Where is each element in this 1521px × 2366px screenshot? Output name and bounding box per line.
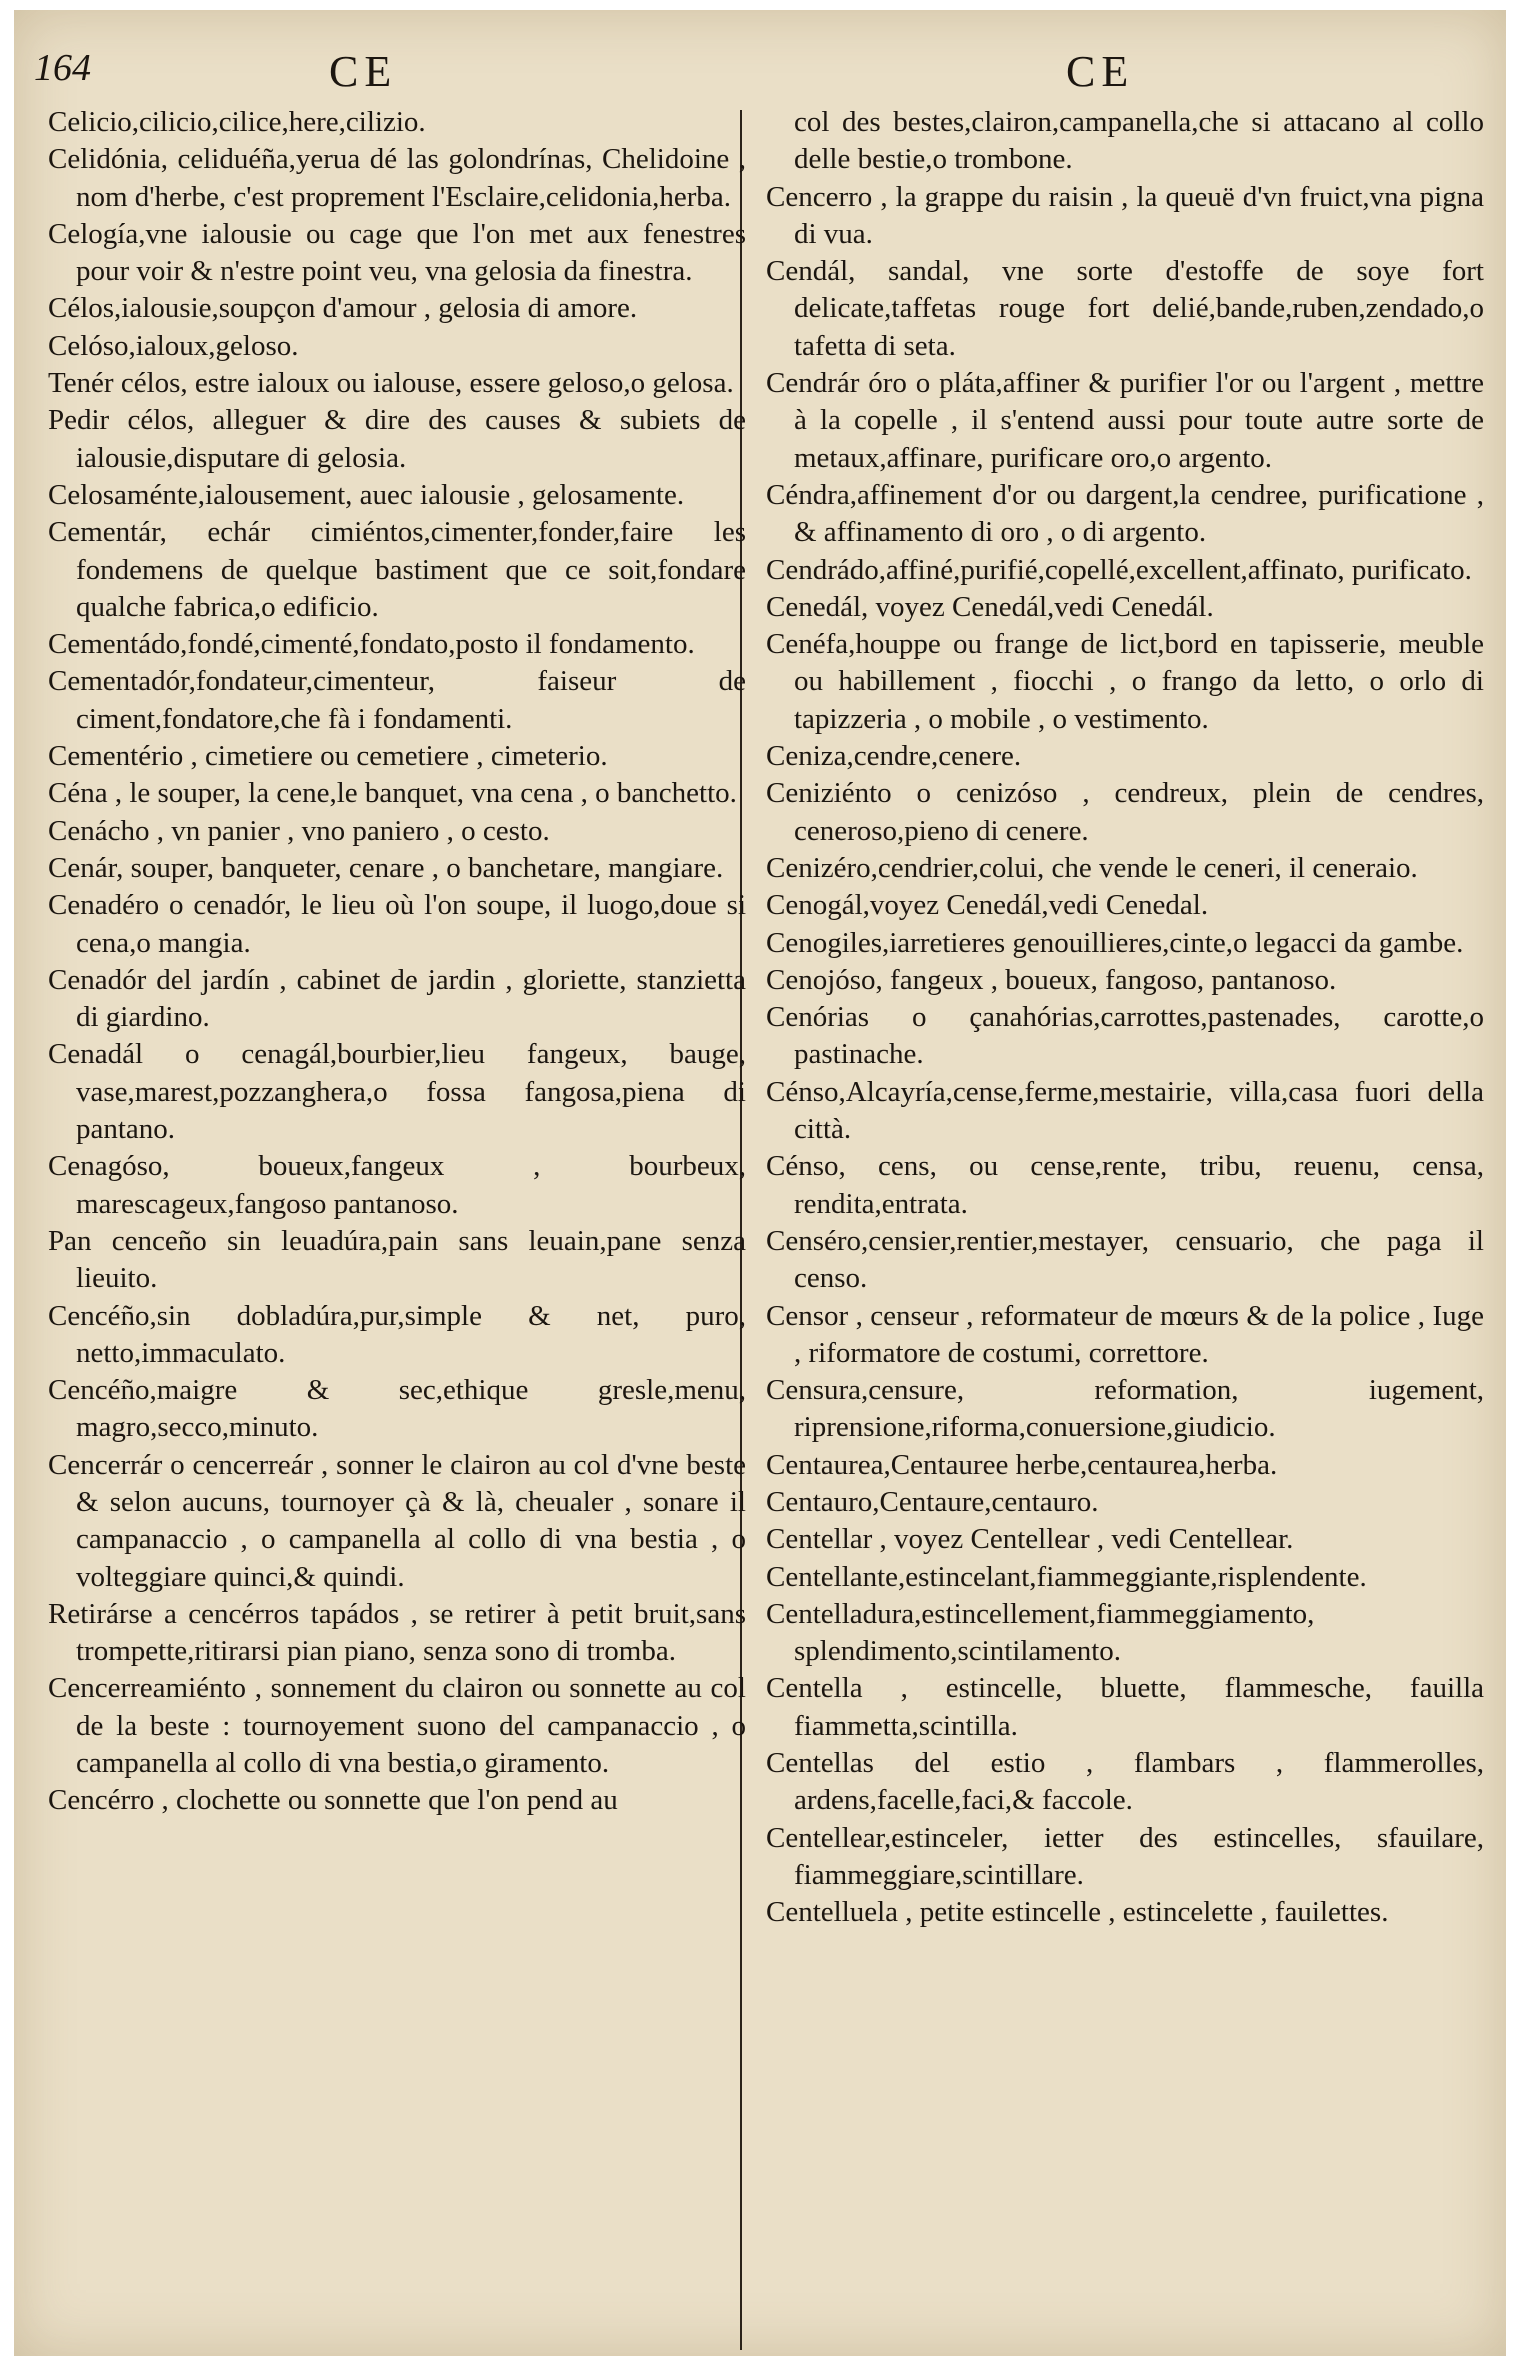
- entry-cencerro-1: Cencérro , clochette ou sonnette que l'on pend au: [48, 1784, 618, 1817]
- entry-cendrado: Cendrádo,affiné,purifié,copellé,excellent,affinato, purificato.: [766, 553, 1472, 586]
- entry-cementador: Cementadór,fondateur,cimenteur, faiseur de ciment,fondatore,che fà i fondamenti.: [48, 665, 746, 735]
- entry-cenceno-1: Cencéño,sin dobladúra,pur,simple & net, puro, netto,immaculato.: [48, 1299, 746, 1369]
- entry-centauro: Centauro,Centaure,centauro.: [766, 1485, 1099, 1518]
- running-head-left: CE: [329, 47, 398, 96]
- entry-cenefa: Cenéfa,houppe ou frange de lict,bord en tapisserie, meuble ou habillement , fiocchi , o frango da letto, o orlo di tapizzeria , o mobile , o vestimento.: [766, 628, 1484, 735]
- dictionary-page: [14, 10, 1506, 2356]
- entry-censo-cens: Cénso, cens, ou cense,rente, tribu, reuenu, censa, rendita,entrata.: [766, 1150, 1484, 1220]
- entry-cenadero: Cenadéro o cenadór, le lieu où l'on soupe, il luogo,doue si cena,o mangia.: [48, 889, 746, 959]
- entry-ceniza: Ceniza,cendre,cenere.: [766, 740, 1022, 773]
- entry-cementado: Cementádo,fondé,cimenté,fondato,posto il fondamento.: [48, 628, 695, 661]
- left-column: [36, 104, 746, 1820]
- entry-cendrar: Cendrár óro o pláta,affiner & purifier l'or ou l'argent , mettre à la copelle , il s'entend aussi pour toute autre sorte de metaux,affinare, purificare oro,o argento.: [766, 367, 1484, 474]
- running-head-right: CE: [1066, 47, 1135, 96]
- entry-cendra: Céndra,affinement d'or ou dargent,la cendree, purificatione , & affinamento di oro , o di argento.: [766, 478, 1484, 549]
- entry-cenedal: Cenedál, voyez Cenedál,vedi Cenedál.: [766, 590, 1214, 623]
- entry-cementar: Cementár, echár cimiéntos,cimenter,fonder,faire les fondemens de quelque bastiment que ce soit,fondare qualche fabrica,o edificio.: [48, 516, 746, 623]
- entry-cementerio: Cementério , cimetiere ou cemetiere , cimeterio.: [48, 740, 608, 773]
- entry-centelladura: Centelladura,estincellement,fiammeggiamento, splendimento,scintilamento.: [766, 1597, 1315, 1668]
- entry-pedir-celos: Pedir célos, alleguer & dire des causes & subiets de ialousie,disputare di gelosia.: [48, 404, 746, 474]
- entry-celicio: Celicio,cilicio,cilice,here,cilizio.: [48, 106, 426, 138]
- entry-censura: Censura,censure, reformation, iugement, riprensione,riforma,conuersione,giudicio.: [766, 1374, 1484, 1444]
- entry-cenador-del-jardin: Cenadór del jardín , cabinet de jardin , gloriette, stanzietta di giardino.: [48, 963, 746, 1034]
- page-number: 164: [34, 47, 91, 89]
- entry-cenadal: Cenadál o cenagál,bourbier,lieu fangeux, bauge, vase,marest,pozzanghera,o fossa fangosa,piena di pantano.: [48, 1038, 746, 1146]
- entry-centellante: Centellante,estincelant,fiammeggiante,risplendente.: [766, 1560, 1367, 1593]
- right-column: [754, 104, 1484, 1932]
- entry-ceniziento: Ceniziénto o cenizóso , cendreux, plein de cendres, ceneroso,pieno di cenere.: [766, 777, 1484, 847]
- entry-cenacho: Cenácho , vn panier , vno paniero , o cesto.: [48, 814, 550, 847]
- entry-cencerro-2: Cencerro , la grappe du raisin , la queuë d'vn fruict,vna pigna di vua.: [766, 180, 1484, 250]
- entry-cenogal: Cenogál,voyez Cenedál,vedi Cenedal.: [766, 889, 1209, 922]
- entry-cenojoso: Cenojóso, fangeux , boueux, fangoso, pantanoso.: [766, 963, 1337, 996]
- entry-retirarse: Retirárse a cencérros tapádos , se retirer à petit bruit,sans trompette,ritirarsi pian piano, senza sono di tromba.: [48, 1597, 746, 1668]
- entry-censero: Censéro,censier,rentier,mestayer, censuario, che paga il censo.: [766, 1224, 1484, 1295]
- entry-censor: Censor , censeur , reformateur de mœurs & de la police , Iuge , riformatore de costumi, correttore.: [766, 1299, 1484, 1369]
- entry-centellear: Centellear,estinceler, ietter des estincelles, sfauilare, fiammeggiare,scintillare.: [766, 1821, 1484, 1891]
- entry-pan-cenceno: Pan cenceño sin leuadúra,pain sans leuain,pane senza lieuito.: [48, 1224, 746, 1295]
- entry-cendal: Cendál, sandal, vne sorte d'estoffe de soye fort delicate,taffetas rouge fort delié,bande,ruben,zendado,o tafetta di seta.: [766, 255, 1484, 362]
- entry-cencerrar: Cencerrár o cencerreár , sonner le clairon au col d'vne beste & selon aucuns, tournoyer çà & là, cheualer , sonare il campanaccio , o campanella al collo di vna bestia , o volteggiare quinci,& quindi.: [48, 1448, 746, 1593]
- entry-tener-celos: Tenér célos, estre ialoux ou ialouse, essere geloso,o gelosa.: [48, 367, 734, 400]
- entry-centelluela: Centelluela , petite estincelle , estincelette , fauilettes.: [766, 1896, 1389, 1929]
- entry-cenar: Cenár, souper, banqueter, cenare , o banchetare, mangiare.: [48, 851, 724, 884]
- entry-cenceno-2: Cencéño,maigre & sec,ethique gresle,menu, magro,secco,minuto.: [48, 1374, 746, 1444]
- entry-celoso: Celóso,ialoux,geloso.: [48, 329, 299, 362]
- entry-censo-alcayria: Cénso,Alcayría,cense,ferme,mestairie, villa,casa fuori della città.: [766, 1075, 1484, 1146]
- entry-cencerro-continued: col des bestes,clairon,campanella,che si attacano al collo delle bestie,o trombone.: [794, 106, 1484, 176]
- entry-cenorias: Cenórias o çanahórias,carrottes,pastenades, carotte,o pastinache.: [766, 1001, 1484, 1071]
- entry-centellas-del-estio: Centellas del estio , flambars , flammerolles, ardens,facelle,faci,& faccole.: [766, 1747, 1484, 1817]
- entry-cenogiles: Cenogiles,iarretieres genouillieres,cinte,o legacci da gambe.: [766, 926, 1464, 959]
- entry-centellar: Centellar , voyez Centellear , vedi Centellear.: [766, 1523, 1294, 1556]
- entry-celosamente: Celosaménte,ialousement, auec ialousie , gelosamente.: [48, 478, 685, 511]
- entry-celos: Célos,ialousie,soupçon d'amour , gelosia di amore.: [48, 292, 638, 325]
- entry-centella: Centella , estincelle, bluette, flammesche, fauilla fiammetta,scintilla.: [766, 1672, 1484, 1742]
- entry-celidonia: Celidónia, celiduéña,yerua dé las golondrínas, Chelidoine , nom d'herbe, c'est proprement l'Esclaire,celidonia,herba.: [48, 143, 746, 213]
- entry-centaurea: Centaurea,Centauree herbe,centaurea,herba.: [766, 1448, 1278, 1481]
- entry-cenizero: Cenizéro,cendrier,colui, che vende le ceneri, il ceneraio.: [766, 851, 1418, 884]
- entry-celogia: Celogía,vne ialousie ou cage que l'on met aux fenestres pour voir & n'estre point veu, vna gelosia da finestra.: [48, 217, 746, 288]
- entry-cena: Céna , le souper, la cene,le banquet, vna cena , o banchetto.: [48, 777, 737, 810]
- entry-cenagoso: Cenagóso, boueux,fangeux , bourbeux, marescageux,fangoso pantanoso.: [48, 1150, 746, 1220]
- entry-cencerreamiento: Cencerreamiénto , sonnement du clairon ou sonnette au col de la beste : tournoyement suono del campanaccio , o campanella al collo di vna bestia,o giramento.: [48, 1672, 746, 1780]
